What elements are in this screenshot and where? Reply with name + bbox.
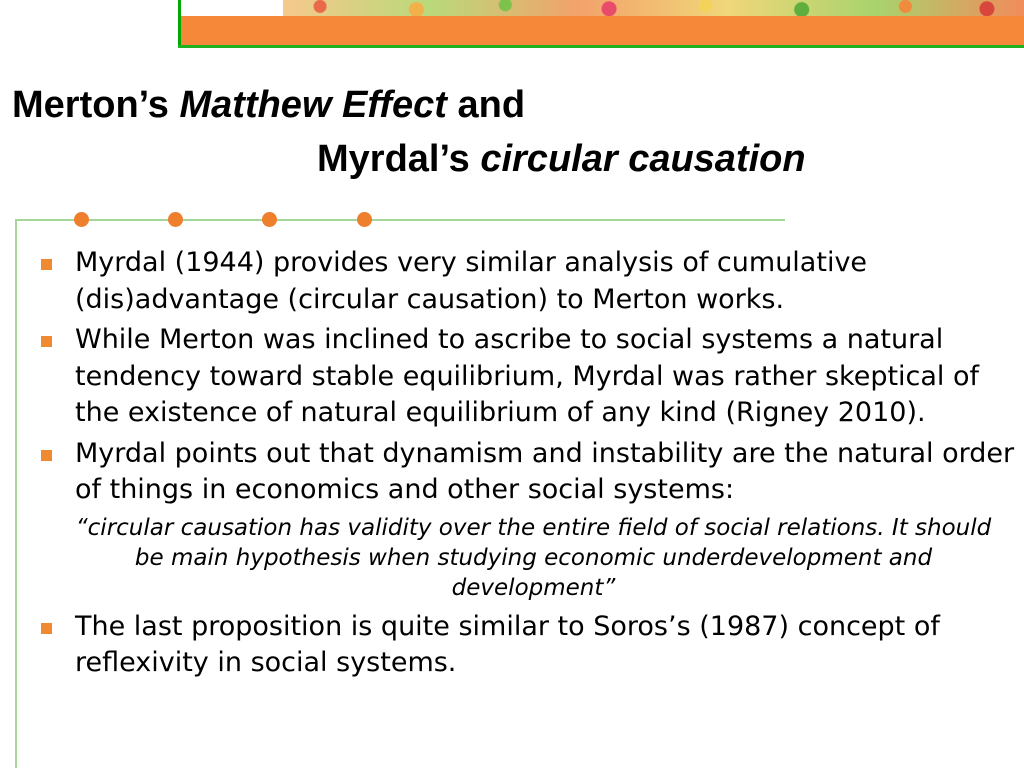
title-part-4: Myrdal’s (317, 138, 481, 180)
banner-image (283, 0, 1024, 16)
divider-dot-3 (262, 212, 277, 227)
divider-dot-4 (357, 212, 372, 227)
title-part-1: Merton’s (12, 84, 180, 126)
bullet-item (40, 322, 1015, 432)
slide-title (12, 78, 1012, 186)
slide-body (40, 245, 1015, 686)
bullet-item (40, 609, 1015, 682)
bullet-text: Myrdal (1944) provides very similar analysis of cumulative (dis)advantage (circular causation) to Merton works. (75, 247, 868, 315)
title-part-2: Matthew Effect (179, 84, 447, 126)
title-line-2 (12, 132, 1012, 186)
bullet-square-icon (41, 450, 52, 461)
divider-dot-2 (168, 212, 183, 227)
banner-stripe-orange (181, 16, 1024, 45)
title-divider (15, 219, 785, 221)
bullet-text: The last proposition is quite similar to Soros’s (1987) concept of reflexivity in social systems. (75, 610, 940, 678)
title-part-5: circular causation (480, 138, 806, 180)
bullet-square-icon (41, 336, 52, 347)
title-part-3: and (446, 84, 526, 126)
content-left-rule (15, 219, 17, 768)
bullet-text: While Merton was inclined to ascribe to social systems a natural tendency toward stable equilibrium, Myrdal was rather skeptical of the existence of natural equilibrium of any kind (Rigney 2010). (75, 324, 980, 428)
quote-text: “circular causation has validity over the entire field of social relations. It should be main hypothesis when studying economic underdevelopment and development” (75, 514, 992, 601)
bullet-item (40, 245, 1015, 318)
bullet-text: Myrdal points out that dynamism and instability are the natural order of things in economics and other social systems: (75, 437, 1015, 505)
banner-stripe-green (178, 45, 1024, 48)
divider-dot-1 (74, 212, 89, 227)
bullet-square-icon (41, 259, 52, 270)
bullet-square-icon (41, 623, 52, 634)
bullet-item (40, 436, 1015, 509)
